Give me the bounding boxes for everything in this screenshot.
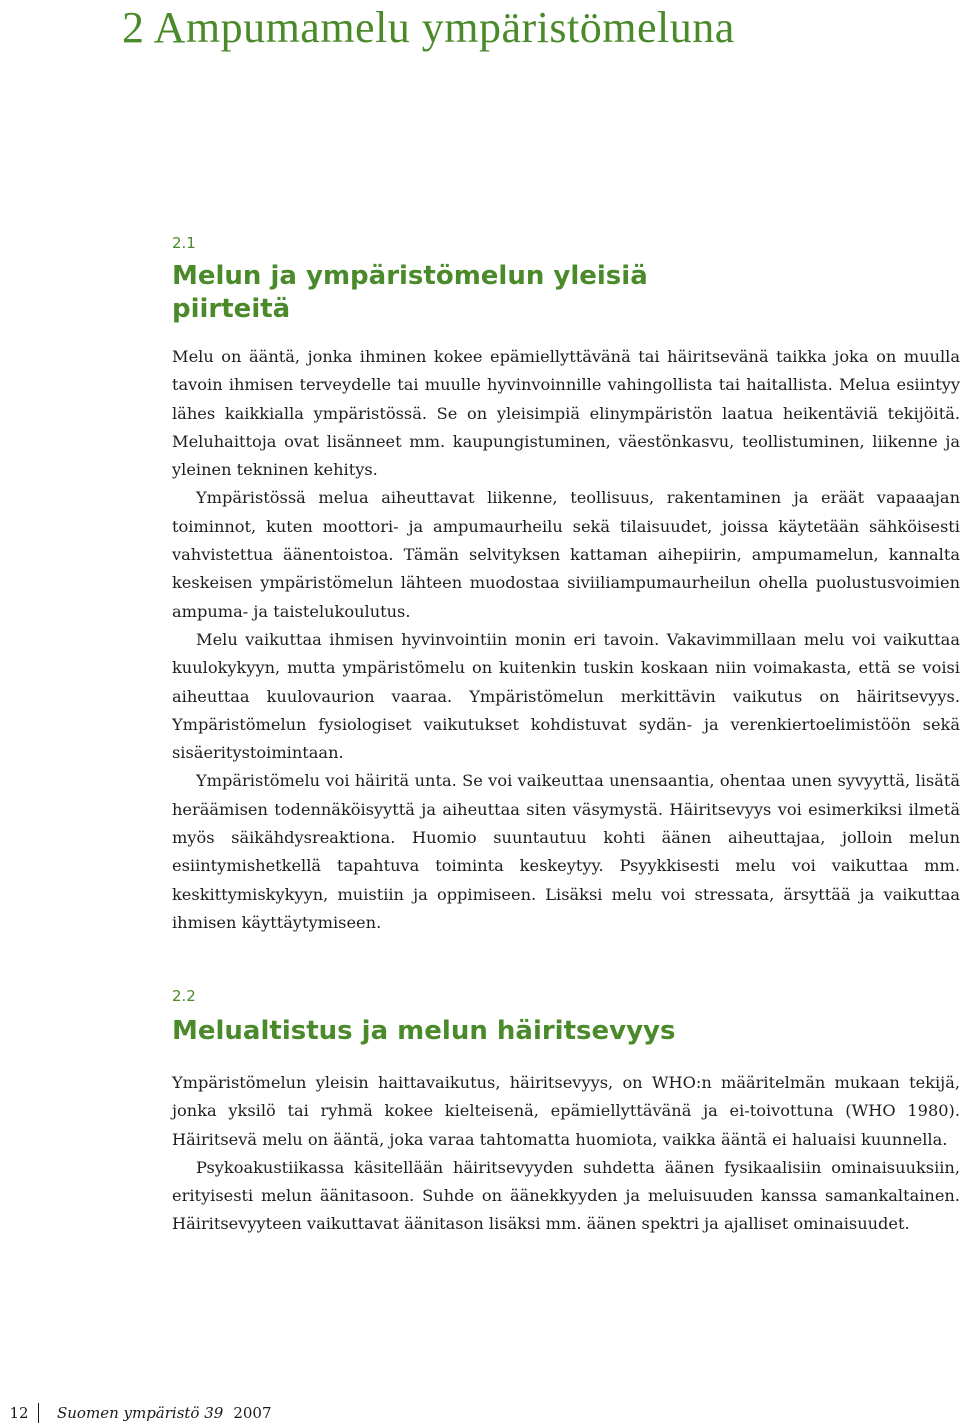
page-number: 12 [9, 1404, 29, 1422]
section-heading-line: Melun ja ympäristömelun yleisiä [172, 261, 648, 291]
paragraph: Melu vaikuttaa ihmisen hyvinvointiin monin eri tavoin. Vakavimmillaan melu voi vaikuttaa kuulokykyyn, mutta ympäristömelu on kuitenkin tuskin koskaan niin voimakasta, että se voisi aiheuttaa kuulovaurion vaaraa. Ympäristömelun merkittävin vaikutus on häiritsevyys. Ympäristömelun fysiologiset vaikutukset kohdistuvat sydän- ja verenkiertoelimistöön sekä sisäeritystoimintaan. [172, 629, 960, 763]
footer-divider [38, 1403, 39, 1423]
section-heading [172, 260, 960, 326]
section-heading-line: piirteitä [172, 294, 291, 324]
section-2-2 [172, 987, 960, 1239]
section-body [172, 343, 960, 937]
chapter-title: 2 Ampumamelu ympäristömeluna [122, 3, 735, 52]
page-footer [0, 1402, 272, 1424]
publication-year: 2007 [233, 1404, 272, 1422]
section-number: 2.1 [172, 234, 196, 252]
publication-name: Suomen ympäristö 39 [57, 1404, 224, 1422]
section-body [172, 1069, 960, 1239]
paragraph: Ympäristömelu voi häiritä unta. Se voi vaikeuttaa unensaantia, ohentaa unen syvyyttä, lisätä heräämisen todennäköisyyttä ja aiheuttaa siten väsymystä. Häiritsevyys voi esimerkiksi ilmetä myös säikähdysreaktiona. Huomio suuntautuu kohti äänen aiheuttajaa, jolloin melun esiintymishetkellä tapahtuva toiminta keskeytyy. Psyykkisesti melu voi vaikuttaa mm. keskittymiskykyyn, muistiin ja oppimiseen. Lisäksi melu voi stressata, ärsyttää ja vaikuttaa ihmisen käyttäytymiseen. [172, 771, 960, 932]
section-2-1 [172, 234, 960, 937]
paragraph: Ympäristömelun yleisin haittavaikutus, häiritsevyys, on WHO:n määritelmän mukaan tekijä, jonka yksilö tai ryhmä kokee kielteisenä, epämiellyttävänä ja ei-toivottuna (WHO 1980). Häiritsevä melu on ääntä, joka varaa tahtomatta huomiota, vaikka ääntä ei haluaisi kuunnella. [172, 1073, 960, 1149]
paragraph: Psykoakustiikassa käsitellään häiritsevyyden suhdetta äänen fysikaalisiin ominaisuuksiin, erityisesti melun äänitasoon. Suhde on äänekkyyden ja meluisuuden kanssa samankaltainen. Häiritsevyyteen vaikuttavat äänitason lisäksi mm. äänen spektri ja ajalliset ominaisuudet. [172, 1157, 960, 1234]
paragraph: Ympäristössä melua aiheuttavat liikenne, teollisuus, rakentaminen ja eräät vapaaajan toiminnot, kuten moottori- ja ampumaurheilu sekä tilaisuudet, joissa käytetään sähköisesti vahvistettua äänentoistoa. Tämän selvityksen kattaman aihepiirin, ampumamelun, kannalta keskeisen ympäristömelun lähteen muodostaa siviiliampumaurheilun ohella puolustusvoimien ampuma- ja taistelukoulutus. [172, 488, 960, 621]
section-number: 2.2 [172, 987, 196, 1005]
paragraph: Melu on ääntä, jonka ihminen kokee epämiellyttävänä tai häiritsevänä taikka joka on muulla tavoin ihmisen terveydelle tai muulle hyvinvoinnille vahingollista tai haitallista. Melua esiintyy lähes kaikkialla ympäristössä. Se on yleisimpiä elinympäristön laatua heikentäviä tekijöitä. Meluhaittoja ovat lisänneet mm. kaupungistuminen, väestönkasvu, teollistuminen, liikenne ja yleinen tekninen kehitys. [172, 347, 960, 480]
section-heading: Melualtistus ja melun häiritsevyys [172, 1016, 676, 1046]
